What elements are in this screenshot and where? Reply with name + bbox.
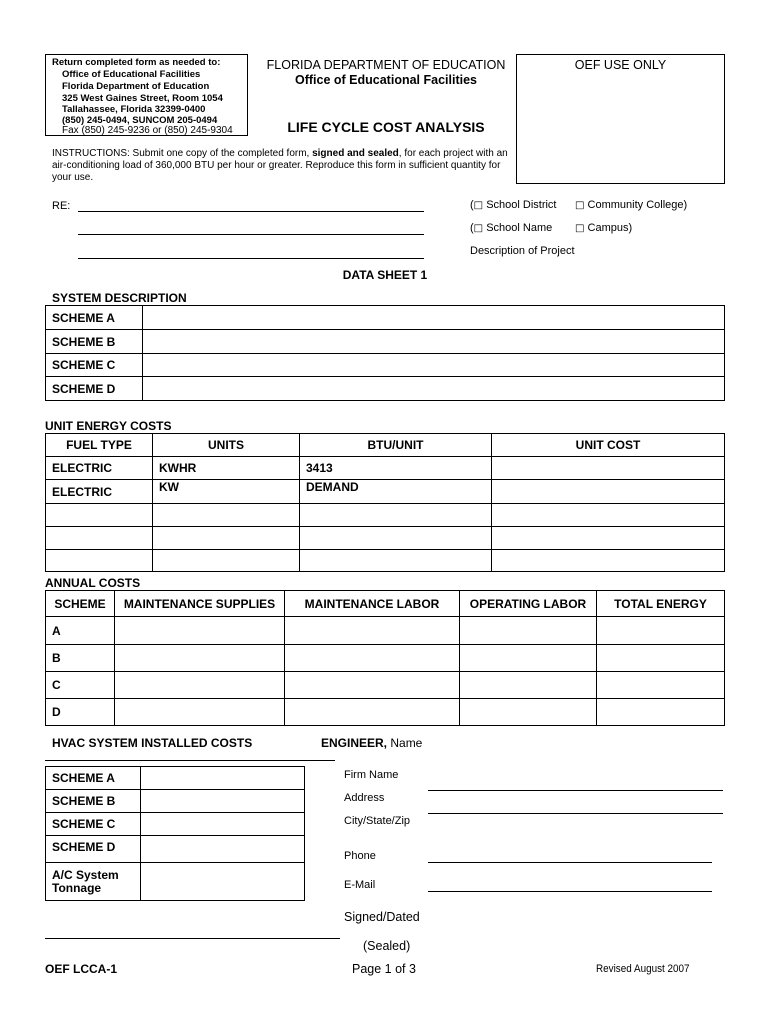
system-description-cell[interactable] bbox=[143, 330, 725, 354]
operating-labor-cell[interactable] bbox=[460, 617, 597, 645]
table-row bbox=[46, 434, 725, 457]
maintenance-supplies-cell[interactable] bbox=[115, 672, 285, 699]
form-id: OEF LCCA-1 bbox=[45, 962, 117, 976]
table-row bbox=[46, 504, 725, 527]
firm-name-label: Firm Name bbox=[344, 769, 399, 781]
scheme-label: D bbox=[46, 699, 115, 726]
column-header: UNIT COST bbox=[492, 434, 725, 457]
phone-label: Phone bbox=[344, 850, 376, 862]
btu-cell[interactable] bbox=[300, 504, 492, 527]
fuel-type-cell[interactable] bbox=[46, 550, 153, 572]
system-description-cell[interactable] bbox=[143, 306, 725, 330]
total-energy-cell[interactable] bbox=[597, 617, 725, 645]
column-header: UNITS bbox=[153, 434, 300, 457]
units-cell[interactable]: KWHR bbox=[153, 457, 300, 480]
revised-date: Revised August 2007 bbox=[596, 963, 690, 975]
checkbox-icon[interactable]: □ bbox=[473, 223, 484, 234]
column-header: TOTAL ENERGY bbox=[597, 591, 725, 617]
return-line-5: (850) 245-0494, SUNCOM 205-0494 bbox=[62, 115, 218, 126]
scheme-label: SCHEME B bbox=[46, 330, 143, 354]
btu-cell[interactable] bbox=[300, 527, 492, 550]
paren-open: ( bbox=[470, 199, 474, 211]
maintenance-supplies-cell[interactable] bbox=[115, 617, 285, 645]
hvac-cost-cell[interactable] bbox=[141, 790, 305, 813]
scheme-label: SCHEME B bbox=[46, 790, 141, 813]
form-title: LIFE CYCLE COST ANALYSIS bbox=[287, 119, 485, 135]
btu-cell[interactable]: 3413 bbox=[300, 457, 492, 480]
table-row bbox=[46, 306, 725, 330]
office-title: Office of Educational Facilities bbox=[295, 73, 477, 87]
email-line[interactable] bbox=[428, 891, 712, 892]
engineer-heading bbox=[321, 736, 422, 750]
tonnage-cell[interactable] bbox=[141, 863, 305, 901]
table-row bbox=[46, 591, 725, 617]
scheme-label: SCHEME C bbox=[46, 813, 141, 836]
units-cell[interactable]: KW bbox=[153, 480, 300, 504]
table-row bbox=[46, 813, 305, 836]
scheme-label: B bbox=[46, 645, 115, 672]
column-header: BTU/UNIT bbox=[300, 434, 492, 457]
table-row bbox=[46, 527, 725, 550]
table-row bbox=[46, 354, 725, 377]
scheme-label: SCHEME D bbox=[46, 377, 143, 401]
tonnage-label bbox=[46, 863, 141, 901]
data-sheet-title: DATA SHEET 1 bbox=[342, 268, 428, 282]
instructions-prefix: INSTRUCTIONS: Submit one copy of the completed form, bbox=[52, 148, 313, 159]
city-state-zip-label: City/State/Zip bbox=[344, 815, 411, 827]
page-number: Page 1 of 3 bbox=[352, 962, 416, 976]
btu-cell[interactable]: DEMAND bbox=[300, 480, 492, 504]
checkbox-icon[interactable]: □ bbox=[575, 223, 585, 234]
table-row bbox=[46, 767, 305, 790]
unit-energy-costs-table bbox=[45, 433, 725, 572]
maintenance-labor-cell[interactable] bbox=[285, 699, 460, 726]
school-name-label: School Name bbox=[486, 222, 553, 234]
table-row bbox=[46, 672, 725, 699]
return-line-1: Office of Educational Facilities bbox=[62, 69, 201, 80]
total-energy-cell[interactable] bbox=[597, 699, 725, 726]
checkbox-icon[interactable]: □ bbox=[575, 200, 585, 211]
table-row bbox=[46, 699, 725, 726]
operating-labor-cell[interactable] bbox=[460, 645, 597, 672]
annual-costs-table bbox=[45, 590, 725, 726]
phone-line[interactable] bbox=[428, 862, 712, 863]
tonnage-line-2: Tonnage bbox=[52, 880, 102, 895]
units-cell[interactable] bbox=[153, 527, 300, 550]
community-college-option[interactable] bbox=[575, 199, 687, 211]
tonnage-line-1: A/C System bbox=[52, 867, 119, 882]
system-description-cell[interactable] bbox=[143, 377, 725, 401]
scheme-label: SCHEME D bbox=[46, 836, 141, 863]
unit-cost-cell[interactable] bbox=[492, 550, 725, 572]
hvac-table bbox=[45, 766, 305, 901]
return-line-3: 325 West Gaines Street, Room 1054 bbox=[62, 93, 223, 104]
scheme-label: C bbox=[46, 672, 115, 699]
btu-cell[interactable] bbox=[300, 550, 492, 572]
annual-costs-heading: ANNUAL COSTS bbox=[45, 576, 141, 590]
scheme-label: SCHEME C bbox=[46, 354, 143, 377]
maintenance-supplies-cell[interactable] bbox=[115, 699, 285, 726]
return-line-2: Florida Department of Education bbox=[62, 81, 210, 92]
table-row bbox=[46, 863, 305, 901]
campus-label: Campus) bbox=[587, 222, 633, 234]
table-row bbox=[46, 330, 725, 354]
table-row bbox=[46, 836, 305, 863]
sealed-label: (Sealed) bbox=[363, 939, 411, 953]
hvac-heading: HVAC SYSTEM INSTALLED COSTS bbox=[52, 736, 253, 750]
hvac-cost-cell[interactable] bbox=[141, 767, 305, 790]
column-header: FUEL TYPE bbox=[46, 434, 153, 457]
hvac-cost-cell[interactable] bbox=[141, 836, 305, 863]
unit-energy-costs-heading: UNIT ENERGY COSTS bbox=[45, 419, 172, 433]
table-row bbox=[46, 550, 725, 572]
checkbox-icon[interactable]: □ bbox=[473, 200, 484, 211]
column-header: OPERATING LABOR bbox=[460, 591, 597, 617]
column-header: MAINTENANCE LABOR bbox=[285, 591, 460, 617]
total-energy-cell[interactable] bbox=[597, 672, 725, 699]
system-description-heading: SYSTEM DESCRIPTION bbox=[52, 291, 187, 305]
address-label: Address bbox=[344, 792, 385, 804]
scheme-label: SCHEME A bbox=[46, 767, 141, 790]
re-label: RE: bbox=[52, 200, 71, 212]
units-cell[interactable] bbox=[153, 504, 300, 527]
maintenance-labor-cell[interactable] bbox=[285, 645, 460, 672]
engineer-heading-bold: ENGINEER, bbox=[321, 736, 388, 750]
school-district-label: School District bbox=[486, 199, 557, 211]
fuel-type-cell[interactable]: ELECTRIC bbox=[46, 457, 153, 480]
maintenance-supplies-cell[interactable] bbox=[115, 645, 285, 672]
school-name-option[interactable] bbox=[470, 222, 552, 234]
hvac-heading-rule bbox=[45, 760, 335, 761]
re-line-3[interactable] bbox=[78, 258, 424, 259]
total-energy-cell[interactable] bbox=[597, 645, 725, 672]
table-row bbox=[46, 645, 725, 672]
return-line-6: Fax (850) 245-9236 or (850) 245-9304 bbox=[62, 125, 233, 136]
system-description-table bbox=[45, 305, 725, 401]
description-of-project-label: Description of Project bbox=[470, 245, 575, 257]
fuel-type-cell[interactable] bbox=[46, 504, 153, 527]
department-title: FLORIDA DEPARTMENT OF EDUCATION bbox=[266, 58, 506, 72]
firm-name-line[interactable] bbox=[428, 790, 723, 791]
school-district-option[interactable] bbox=[470, 199, 556, 211]
table-row bbox=[46, 480, 725, 504]
scheme-label: SCHEME A bbox=[46, 306, 143, 330]
fuel-type-cell[interactable]: ELECTRIC bbox=[46, 480, 153, 504]
instructions-bold: signed and sealed bbox=[312, 148, 399, 159]
signed-dated-label: Signed/Dated bbox=[344, 910, 420, 924]
address-line[interactable] bbox=[428, 813, 723, 814]
maintenance-labor-cell[interactable] bbox=[285, 617, 460, 645]
fuel-type-cell[interactable] bbox=[46, 527, 153, 550]
table-row bbox=[46, 617, 725, 645]
unit-cost-cell[interactable] bbox=[492, 480, 725, 504]
oef-use-only-box bbox=[516, 54, 725, 184]
units-cell[interactable] bbox=[153, 550, 300, 572]
table-row bbox=[46, 377, 725, 401]
maintenance-labor-cell[interactable] bbox=[285, 672, 460, 699]
engineer-heading-name: Name bbox=[387, 736, 423, 750]
column-header: MAINTENANCE SUPPLIES bbox=[115, 591, 285, 617]
return-line-4: Tallahassee, Florida 32399-0400 bbox=[62, 104, 206, 115]
column-header: SCHEME bbox=[46, 591, 115, 617]
operating-labor-cell[interactable] bbox=[460, 672, 597, 699]
unit-cost-cell[interactable] bbox=[492, 457, 725, 480]
table-row bbox=[46, 790, 305, 813]
operating-labor-cell[interactable] bbox=[460, 699, 597, 726]
signature-line[interactable] bbox=[45, 938, 340, 939]
table-row bbox=[46, 457, 725, 480]
paren-open: ( bbox=[470, 222, 474, 234]
unit-cost-cell[interactable] bbox=[492, 527, 725, 550]
instructions bbox=[52, 148, 514, 184]
community-college-label: Community College) bbox=[587, 199, 688, 211]
campus-option[interactable] bbox=[575, 222, 632, 234]
re-line-1[interactable] bbox=[78, 211, 424, 212]
hvac-cost-cell[interactable] bbox=[141, 813, 305, 836]
return-line-0: Return completed form as needed to: bbox=[52, 57, 221, 68]
re-line-2[interactable] bbox=[78, 234, 424, 235]
system-description-cell[interactable] bbox=[143, 354, 725, 377]
email-label: E-Mail bbox=[344, 879, 376, 891]
unit-cost-cell[interactable] bbox=[492, 504, 725, 527]
oef-use-only-label: OEF USE ONLY bbox=[574, 58, 667, 72]
scheme-label: A bbox=[46, 617, 115, 645]
instructions-suffix: , for each project with an air-conditioning load of 360,000 BTU per hour or greater. Reproduce this form in sufficient quantity for your use. bbox=[52, 148, 508, 183]
